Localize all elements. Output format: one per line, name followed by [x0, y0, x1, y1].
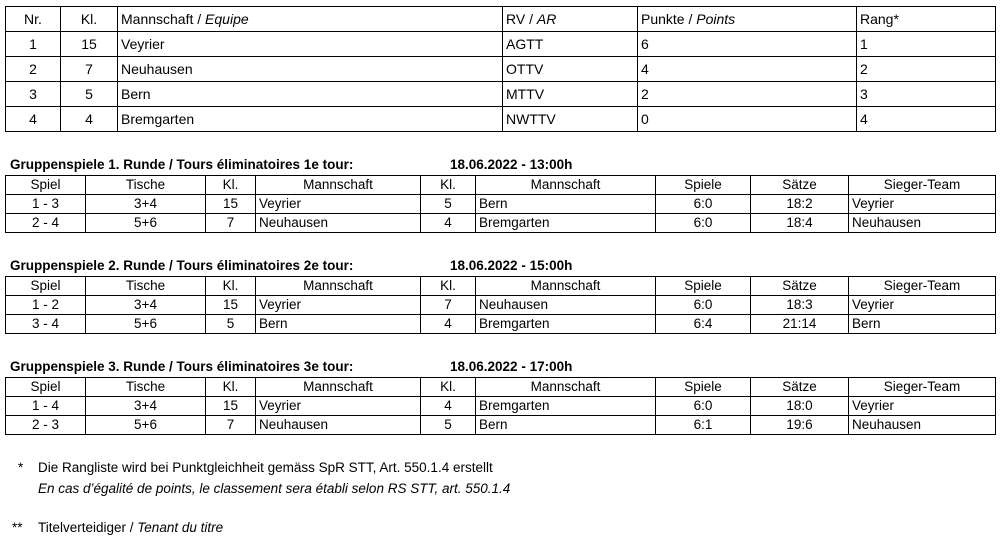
- rank-nr: 4: [6, 107, 61, 132]
- match-team2: Bern: [476, 195, 656, 214]
- match-team2: Bremgarten: [476, 315, 656, 334]
- table-row: [6, 296, 996, 315]
- match-sieger: Neuhausen: [849, 416, 996, 435]
- rank-rv: MTTV: [503, 82, 638, 107]
- header-sieger: Sieger-Team: [849, 378, 996, 397]
- match-tische: 3+4: [86, 296, 206, 315]
- header-team1: Mannschaft: [256, 378, 421, 397]
- rank-points: 4: [638, 57, 857, 82]
- header-points: [638, 7, 857, 32]
- match-sieger: Veyrier: [849, 296, 996, 315]
- note-1-star: *: [18, 460, 24, 475]
- match-team2: Neuhausen: [476, 296, 656, 315]
- match-spiele: 6:0: [656, 397, 751, 416]
- round-3-date: 18.06.2022 - 17:00h: [450, 359, 573, 374]
- match-saetze: 18:4: [751, 214, 849, 233]
- header-kl1: Kl.: [206, 378, 256, 397]
- match-team1: Neuhausen: [256, 416, 421, 435]
- match-kl2: 7: [421, 296, 476, 315]
- match-tische: 3+4: [86, 397, 206, 416]
- match-sieger: Neuhausen: [849, 214, 996, 233]
- header-nr: Nr.: [6, 7, 61, 32]
- match-tische: 5+6: [86, 315, 206, 334]
- header-team2: Mannschaft: [476, 378, 656, 397]
- round-2-heading: [10, 258, 573, 273]
- match-header-row: [6, 277, 996, 296]
- rank-kl: 15: [61, 32, 118, 57]
- match-kl2: 5: [421, 416, 476, 435]
- match-spiele: 6:0: [656, 195, 751, 214]
- round-2-title: Gruppenspiele 2. Runde / Tours éliminatoires 2e tour:: [10, 258, 354, 273]
- rank-points: 2: [638, 82, 857, 107]
- match-sieger: Veyrier: [849, 397, 996, 416]
- header-spiele: Spiele: [656, 277, 751, 296]
- header-team-de: Mannschaft /: [121, 11, 206, 27]
- match-kl2: 5: [421, 195, 476, 214]
- rank-team: Bremgarten: [118, 107, 503, 132]
- match-team1: Bern: [256, 315, 421, 334]
- rank-kl: 7: [61, 57, 118, 82]
- rank-rang: 1: [857, 32, 996, 57]
- rank-team: Bern: [118, 82, 503, 107]
- match-kl1: 15: [206, 195, 256, 214]
- ranking-table: [5, 6, 996, 132]
- match-team1: Veyrier: [256, 296, 421, 315]
- match-team2: Bremgarten: [476, 397, 656, 416]
- rank-rang: 2: [857, 57, 996, 82]
- header-saetze: Sätze: [751, 176, 849, 195]
- round-3-title: Gruppenspiele 3. Runde / Tours éliminatoires 3e tour:: [10, 359, 354, 374]
- round-2-date: 18.06.2022 - 15:00h: [450, 258, 573, 273]
- match-header-row: [6, 378, 996, 397]
- match-kl2: 4: [421, 315, 476, 334]
- round-1-title: Gruppenspiele 1. Runde / Tours éliminatoires 1e tour:: [10, 157, 354, 172]
- match-kl1: 5: [206, 315, 256, 334]
- match-spiel: 1 - 4: [6, 397, 86, 416]
- rank-points: 0: [638, 107, 857, 132]
- table-row: [6, 315, 996, 334]
- header-spiel: Spiel: [6, 176, 86, 195]
- rank-kl: 5: [61, 82, 118, 107]
- table-row: [6, 195, 996, 214]
- round-2-table: [5, 276, 996, 334]
- match-header-row: [6, 176, 996, 195]
- rank-rv: OTTV: [503, 57, 638, 82]
- match-sieger: Bern: [849, 315, 996, 334]
- header-spiele: Spiele: [656, 378, 751, 397]
- round-3-table: [5, 377, 996, 435]
- header-points-fr: Points: [696, 11, 736, 27]
- note-1-fr: En cas d’égalité de points, le classement sera établi selon RS STT, art. 550.1.4: [38, 481, 511, 496]
- match-spiel: 2 - 4: [6, 214, 86, 233]
- match-spiele: 6:1: [656, 416, 751, 435]
- rank-rang: 4: [857, 107, 996, 132]
- header-kl2: Kl.: [421, 378, 476, 397]
- header-team2: Mannschaft: [476, 277, 656, 296]
- header-rv: [503, 7, 638, 32]
- match-spiele: 6:4: [656, 315, 751, 334]
- rank-team: Neuhausen: [118, 57, 503, 82]
- match-team1: Veyrier: [256, 397, 421, 416]
- rank-points: 6: [638, 32, 857, 57]
- header-saetze: Sätze: [751, 277, 849, 296]
- rank-kl: 4: [61, 107, 118, 132]
- header-points-de: Punkte /: [641, 11, 697, 27]
- header-rv-de: RV /: [506, 11, 537, 27]
- rank-rang: 3: [857, 82, 996, 107]
- match-spiel: 2 - 3: [6, 416, 86, 435]
- header-kl2: Kl.: [421, 277, 476, 296]
- header-spiel: Spiel: [6, 378, 86, 397]
- round-1-table: [5, 175, 996, 233]
- header-spiel: Spiel: [6, 277, 86, 296]
- round-1-date: 18.06.2022 - 13:00h: [450, 157, 573, 172]
- match-saetze: 18:2: [751, 195, 849, 214]
- rank-rv: AGTT: [503, 32, 638, 57]
- rank-nr: 3: [6, 82, 61, 107]
- table-row: [6, 82, 996, 107]
- match-saetze: 18:3: [751, 296, 849, 315]
- table-row: [6, 416, 996, 435]
- match-spiel: 3 - 4: [6, 315, 86, 334]
- header-tische: Tische: [86, 378, 206, 397]
- match-team2: Bremgarten: [476, 214, 656, 233]
- table-row: [6, 214, 996, 233]
- match-saetze: 21:14: [751, 315, 849, 334]
- table-row: [6, 397, 996, 416]
- round-3-heading: [10, 359, 573, 374]
- table-row: [6, 107, 996, 132]
- match-team2: Bern: [476, 416, 656, 435]
- header-sieger: Sieger-Team: [849, 277, 996, 296]
- match-saetze: 18:0: [751, 397, 849, 416]
- rank-team: Veyrier: [118, 32, 503, 57]
- note-2-star: **: [12, 520, 23, 535]
- header-kl: Kl.: [61, 7, 118, 32]
- header-spiele: Spiele: [656, 176, 751, 195]
- match-spiele: 6:0: [656, 214, 751, 233]
- table-row: [6, 57, 996, 82]
- note-2-de: Titelverteidiger /: [38, 520, 138, 535]
- match-tische: 3+4: [86, 195, 206, 214]
- match-saetze: 19:6: [751, 416, 849, 435]
- rank-nr: 2: [6, 57, 61, 82]
- round-1-heading: [10, 157, 573, 172]
- match-tische: 5+6: [86, 416, 206, 435]
- header-tische: Tische: [86, 176, 206, 195]
- match-kl2: 4: [421, 214, 476, 233]
- header-tische: Tische: [86, 277, 206, 296]
- header-team: [118, 7, 503, 32]
- header-team-fr: Equipe: [205, 11, 249, 27]
- match-kl1: 15: [206, 397, 256, 416]
- match-spiel: 1 - 2: [6, 296, 86, 315]
- header-kl2: Kl.: [421, 176, 476, 195]
- header-kl1: Kl.: [206, 176, 256, 195]
- match-sieger: Veyrier: [849, 195, 996, 214]
- note-1-de: Die Rangliste wird bei Punktgleichheit gemäss SpR STT, Art. 550.1.4 erstellt: [38, 460, 493, 475]
- header-team1: Mannschaft: [256, 277, 421, 296]
- table-row: [6, 32, 996, 57]
- note-2: [38, 520, 223, 535]
- match-kl1: 7: [206, 214, 256, 233]
- note-2-fr: Tenant du titre: [137, 520, 224, 535]
- header-sieger: Sieger-Team: [849, 176, 996, 195]
- match-spiele: 6:0: [656, 296, 751, 315]
- rank-nr: 1: [6, 32, 61, 57]
- header-rv-fr: AR: [536, 11, 557, 27]
- rank-rv: NWTTV: [503, 107, 638, 132]
- match-kl1: 7: [206, 416, 256, 435]
- header-team2: Mannschaft: [476, 176, 656, 195]
- match-team1: Neuhausen: [256, 214, 421, 233]
- header-rang: Rang*: [857, 7, 996, 32]
- match-tische: 5+6: [86, 214, 206, 233]
- header-team1: Mannschaft: [256, 176, 421, 195]
- match-kl2: 4: [421, 397, 476, 416]
- match-kl1: 15: [206, 296, 256, 315]
- match-team1: Veyrier: [256, 195, 421, 214]
- match-spiel: 1 - 3: [6, 195, 86, 214]
- header-kl1: Kl.: [206, 277, 256, 296]
- header-saetze: Sätze: [751, 378, 849, 397]
- ranking-header-row: [6, 7, 996, 32]
